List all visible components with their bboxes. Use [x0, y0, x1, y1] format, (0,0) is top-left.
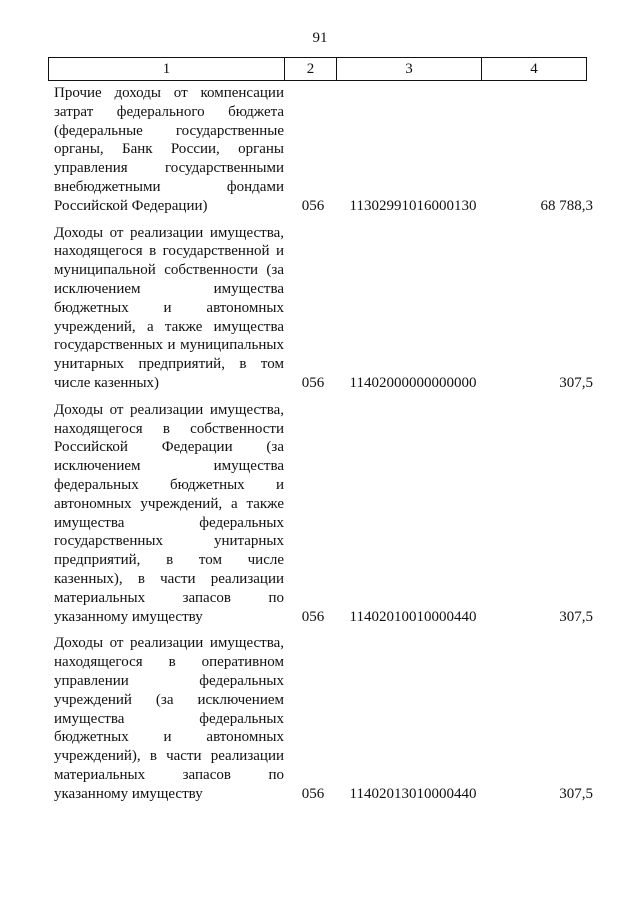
- column-header-4: 4: [482, 58, 587, 81]
- admin-code: 056: [301, 608, 325, 625]
- column-header-table: [48, 57, 587, 81]
- column-header-1: 1: [49, 58, 285, 81]
- table-body: [48, 84, 593, 811]
- income-name: Доходы от реализации имущества, находящегося в собственности Российской Федерации (за исключением имущества федеральных бюджетных и автономных учреждений, а также имущества федеральных государственных унитарных предприятий, в том числе казенных), в части реализации материальных запасов по указанному имуществу: [54, 401, 284, 625]
- column-header-row: [49, 58, 587, 81]
- kbk-code: 11402010010000440: [349, 608, 477, 625]
- table-row: [48, 634, 593, 803]
- admin-code: 056: [301, 374, 325, 391]
- column-header-2: 2: [285, 58, 337, 81]
- amount: 68 788,3: [540, 197, 593, 214]
- table-row: [48, 84, 593, 216]
- amount: 307,5: [559, 374, 593, 391]
- column-header-3: 3: [337, 58, 482, 81]
- income-name: Прочие доходы от компенсации затрат федерального бюджета (федеральные государственные органы, Банк России, органы управления государственными внебюджетными фондами Российской Федерации): [54, 85, 284, 214]
- kbk-code: 11402013010000440: [349, 785, 477, 802]
- page-number: 91: [312, 30, 328, 46]
- kbk-code: 11402000000000000: [349, 374, 477, 391]
- income-name: Доходы от реализации имущества, находящегося в оперативном управлении федеральных учреждений (за исключением имущества федеральных бюджетных и автономных учреждений), в части реализации материальных запасов по указанному имуществу: [54, 635, 284, 802]
- income-name: Доходы от реализации имущества, находящегося в государственной и муниципальной собственности (за исключением имущества бюджетных и автономных учреждений, а также имущества государственных и муниципальных унитарных предприятий, в том числе казенных): [54, 224, 284, 391]
- admin-code: 056: [301, 785, 325, 802]
- table-row: [48, 401, 593, 627]
- table-row: [48, 224, 593, 393]
- admin-code: 056: [301, 197, 325, 214]
- kbk-code: 11302991016000130: [349, 197, 477, 214]
- amount: 307,5: [559, 785, 593, 802]
- amount: 307,5: [559, 608, 593, 625]
